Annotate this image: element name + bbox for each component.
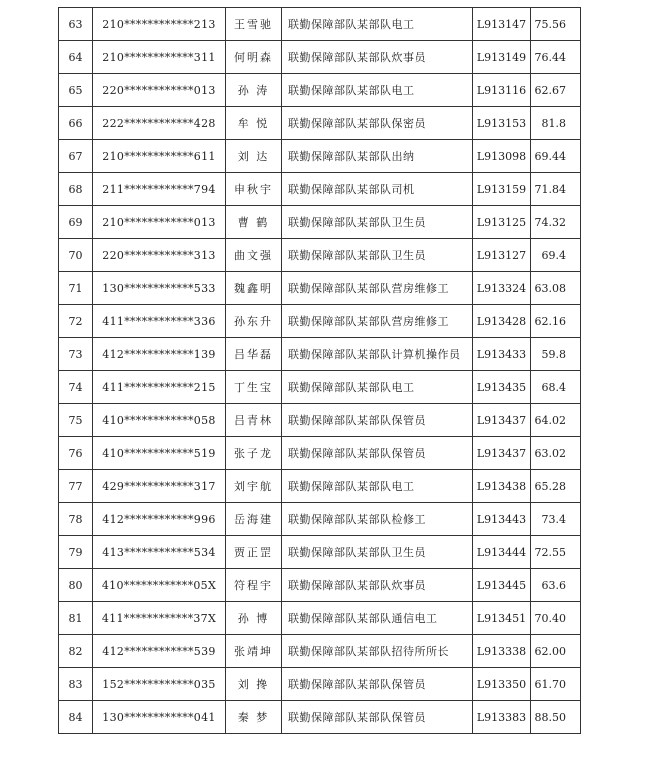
position-cell: 联勤保障部队某部队卫生员: [282, 206, 473, 239]
table-row: [59, 371, 581, 404]
row-number-cell: 66: [59, 107, 93, 140]
position-cell: 联勤保障部队某部队检修工: [282, 503, 473, 536]
position-code-cell: L913451: [473, 602, 531, 635]
row-number-cell: 82: [59, 635, 93, 668]
position-cell: 联勤保障部队某部队卫生员: [282, 239, 473, 272]
table-row: [59, 173, 581, 206]
name-cell: 张子龙: [226, 437, 282, 470]
id-number-cell: 220************313: [93, 239, 226, 272]
table-row: [59, 41, 581, 74]
table-row: [59, 602, 581, 635]
score-cell: 62.00: [531, 635, 581, 668]
name-cell: 刘宇航: [226, 470, 282, 503]
position-code-cell: L913433: [473, 338, 531, 371]
score-cell: 71.84: [531, 173, 581, 206]
score-cell: 68.4: [531, 371, 581, 404]
name-cell: 吕华磊: [226, 338, 282, 371]
position-code-cell: L913445: [473, 569, 531, 602]
score-cell: 88.50: [531, 701, 581, 734]
position-code-cell: L913383: [473, 701, 531, 734]
table-row: [59, 668, 581, 701]
id-number-cell: 412************139: [93, 338, 226, 371]
position-cell: 联勤保障部队某部队营房维修工: [282, 272, 473, 305]
table-body: [59, 8, 581, 734]
name-cell: 贾正罡: [226, 536, 282, 569]
position-code-cell: L913125: [473, 206, 531, 239]
position-code-cell: L913149: [473, 41, 531, 74]
position-cell: 联勤保障部队某部队炊事员: [282, 41, 473, 74]
id-number-cell: 222************428: [93, 107, 226, 140]
table-row: [59, 503, 581, 536]
row-number-cell: 63: [59, 8, 93, 41]
table-row: [59, 305, 581, 338]
score-cell: 73.4: [531, 503, 581, 536]
table-row: [59, 107, 581, 140]
position-code-cell: L913437: [473, 437, 531, 470]
position-cell: 联勤保障部队某部队保管员: [282, 701, 473, 734]
row-number-cell: 65: [59, 74, 93, 107]
score-cell: 72.55: [531, 536, 581, 569]
row-number-cell: 76: [59, 437, 93, 470]
score-cell: 63.02: [531, 437, 581, 470]
name-cell: 符程宇: [226, 569, 282, 602]
id-number-cell: 411************336: [93, 305, 226, 338]
score-cell: 75.56: [531, 8, 581, 41]
name-cell: 孙 涛: [226, 74, 282, 107]
position-cell: 联勤保障部队某部队卫生员: [282, 536, 473, 569]
name-cell: 王雪驰: [226, 8, 282, 41]
position-cell: 联勤保障部队某部队通信电工: [282, 602, 473, 635]
name-cell: 申秋宇: [226, 173, 282, 206]
name-cell: 曲文强: [226, 239, 282, 272]
position-code-cell: L913444: [473, 536, 531, 569]
position-code-cell: L913153: [473, 107, 531, 140]
id-number-cell: 152************035: [93, 668, 226, 701]
name-cell: 秦 梦: [226, 701, 282, 734]
table-row: [59, 701, 581, 734]
table-row: [59, 536, 581, 569]
table-row: [59, 338, 581, 371]
position-code-cell: L913098: [473, 140, 531, 173]
name-cell: 刘 搀: [226, 668, 282, 701]
position-cell: 联勤保障部队某部队保管员: [282, 668, 473, 701]
id-number-cell: 210************013: [93, 206, 226, 239]
position-code-cell: L913159: [473, 173, 531, 206]
row-number-cell: 73: [59, 338, 93, 371]
table-row: [59, 239, 581, 272]
id-number-cell: 130************533: [93, 272, 226, 305]
score-cell: 62.16: [531, 305, 581, 338]
name-cell: 何明森: [226, 41, 282, 74]
position-cell: 联勤保障部队某部队出纳: [282, 140, 473, 173]
score-cell: 62.67: [531, 74, 581, 107]
position-code-cell: L913435: [473, 371, 531, 404]
position-cell: 联勤保障部队某部队电工: [282, 74, 473, 107]
row-number-cell: 80: [59, 569, 93, 602]
position-code-cell: L913324: [473, 272, 531, 305]
name-cell: 丁生宝: [226, 371, 282, 404]
id-number-cell: 211************794: [93, 173, 226, 206]
position-code-cell: L913116: [473, 74, 531, 107]
name-cell: 岳海建: [226, 503, 282, 536]
score-cell: 59.8: [531, 338, 581, 371]
id-number-cell: 410************519: [93, 437, 226, 470]
id-number-cell: 411************215: [93, 371, 226, 404]
position-cell: 联勤保障部队某部队保密员: [282, 107, 473, 140]
id-number-cell: 412************996: [93, 503, 226, 536]
table-row: [59, 437, 581, 470]
row-number-cell: 77: [59, 470, 93, 503]
id-number-cell: 429************317: [93, 470, 226, 503]
table-row: [59, 74, 581, 107]
score-cell: 74.32: [531, 206, 581, 239]
score-cell: 81.8: [531, 107, 581, 140]
name-cell: 刘 达: [226, 140, 282, 173]
row-number-cell: 69: [59, 206, 93, 239]
score-cell: 76.44: [531, 41, 581, 74]
position-cell: 联勤保障部队某部队电工: [282, 371, 473, 404]
row-number-cell: 68: [59, 173, 93, 206]
row-number-cell: 72: [59, 305, 93, 338]
score-cell: 69.44: [531, 140, 581, 173]
score-cell: 65.28: [531, 470, 581, 503]
row-number-cell: 67: [59, 140, 93, 173]
position-code-cell: L913437: [473, 404, 531, 437]
position-cell: 联勤保障部队某部队保管员: [282, 437, 473, 470]
table-row: [59, 404, 581, 437]
position-cell: 联勤保障部队某部队计算机操作员: [282, 338, 473, 371]
position-code-cell: L913438: [473, 470, 531, 503]
table-row: [59, 569, 581, 602]
id-number-cell: 210************213: [93, 8, 226, 41]
id-number-cell: 411************37X: [93, 602, 226, 635]
name-cell: 张靖坤: [226, 635, 282, 668]
position-cell: 联勤保障部队某部队电工: [282, 470, 473, 503]
score-cell: 63.6: [531, 569, 581, 602]
name-cell: 孙 博: [226, 602, 282, 635]
table-row: [59, 470, 581, 503]
table-row: [59, 8, 581, 41]
id-number-cell: 210************311: [93, 41, 226, 74]
row-number-cell: 75: [59, 404, 93, 437]
score-cell: 69.4: [531, 239, 581, 272]
position-cell: 联勤保障部队某部队营房维修工: [282, 305, 473, 338]
position-cell: 联勤保障部队某部队保管员: [282, 404, 473, 437]
score-cell: 63.08: [531, 272, 581, 305]
row-number-cell: 83: [59, 668, 93, 701]
table-row: [59, 272, 581, 305]
table-row: [59, 206, 581, 239]
name-cell: 魏鑫明: [226, 272, 282, 305]
score-cell: 61.70: [531, 668, 581, 701]
id-number-cell: 413************534: [93, 536, 226, 569]
id-number-cell: 410************058: [93, 404, 226, 437]
id-number-cell: 210************611: [93, 140, 226, 173]
id-number-cell: 410************05X: [93, 569, 226, 602]
position-cell: 联勤保障部队某部队招待所所长: [282, 635, 473, 668]
name-cell: 孙东升: [226, 305, 282, 338]
name-cell: 牟 悦: [226, 107, 282, 140]
row-number-cell: 78: [59, 503, 93, 536]
id-number-cell: 412************539: [93, 635, 226, 668]
table-row: [59, 635, 581, 668]
row-number-cell: 79: [59, 536, 93, 569]
position-code-cell: L913428: [473, 305, 531, 338]
id-number-cell: 220************013: [93, 74, 226, 107]
row-number-cell: 71: [59, 272, 93, 305]
row-number-cell: 81: [59, 602, 93, 635]
score-cell: 64.02: [531, 404, 581, 437]
position-cell: 联勤保障部队某部队电工: [282, 8, 473, 41]
table-row: [59, 140, 581, 173]
row-number-cell: 64: [59, 41, 93, 74]
name-cell: 曹 鹤: [226, 206, 282, 239]
row-number-cell: 70: [59, 239, 93, 272]
id-number-cell: 130************041: [93, 701, 226, 734]
position-code-cell: L913147: [473, 8, 531, 41]
position-cell: 联勤保障部队某部队炊事员: [282, 569, 473, 602]
position-code-cell: L913443: [473, 503, 531, 536]
position-cell: 联勤保障部队某部队司机: [282, 173, 473, 206]
row-number-cell: 74: [59, 371, 93, 404]
candidate-score-table: [58, 7, 581, 734]
score-cell: 70.40: [531, 602, 581, 635]
row-number-cell: 84: [59, 701, 93, 734]
position-code-cell: L913338: [473, 635, 531, 668]
position-code-cell: L913127: [473, 239, 531, 272]
position-code-cell: L913350: [473, 668, 531, 701]
name-cell: 吕青林: [226, 404, 282, 437]
